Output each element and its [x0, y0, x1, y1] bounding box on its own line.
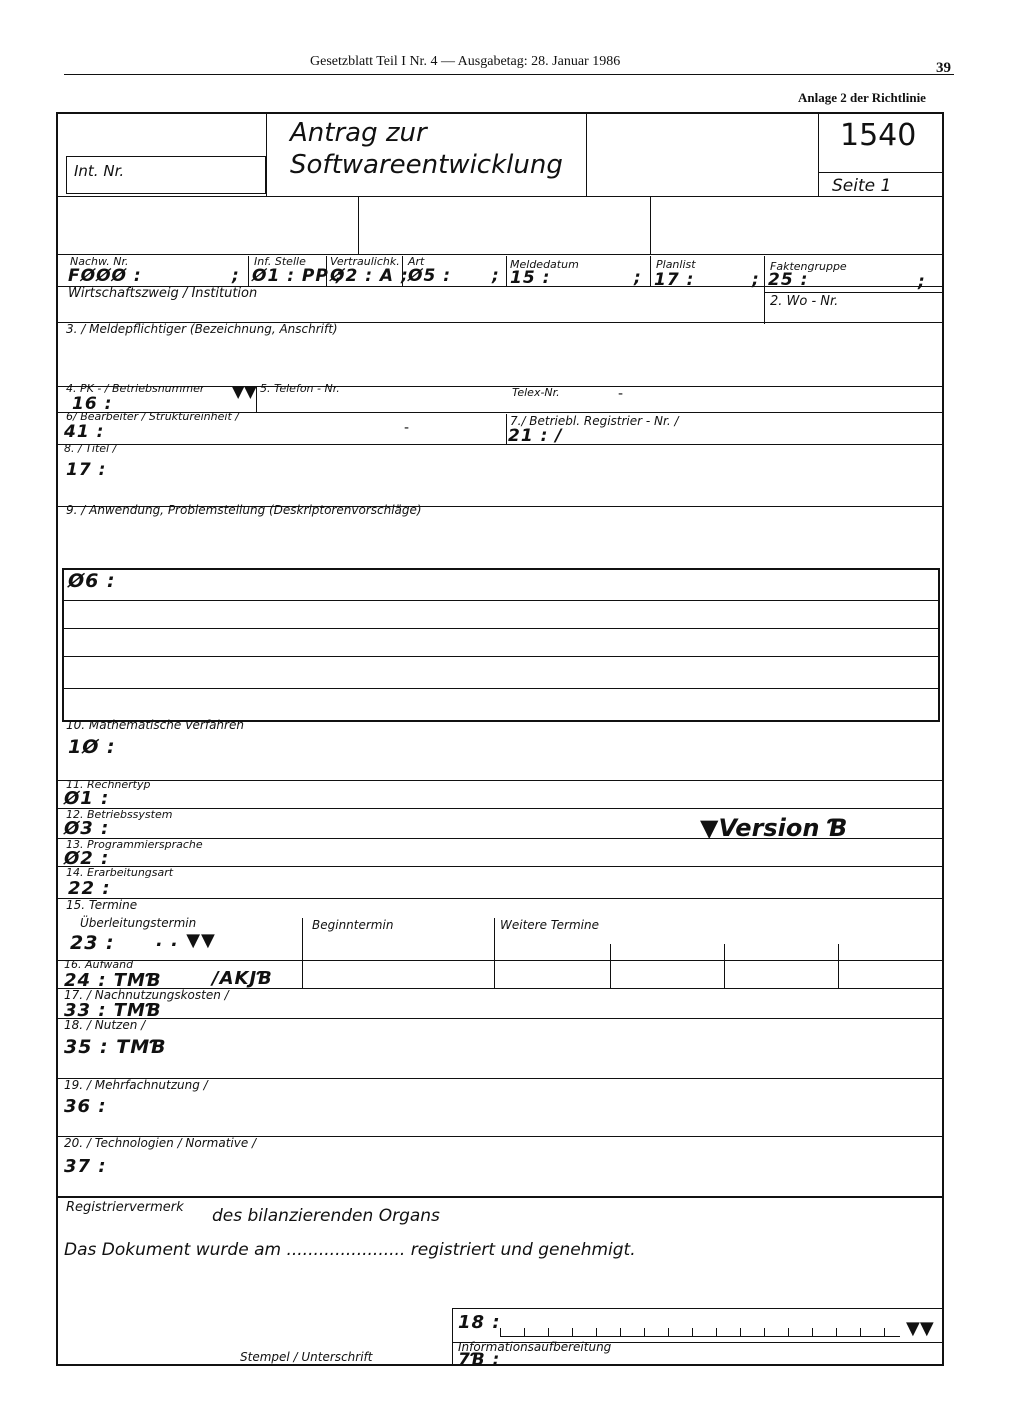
tick: [500, 1328, 501, 1336]
divider-t2: [724, 944, 725, 988]
info-label: Informationsaufbereitung: [458, 1340, 612, 1354]
mehrfach-label: 19. / Mehrfachnutzung /: [64, 1078, 208, 1092]
aufwand-label: 16. Aufwand: [64, 958, 134, 971]
form-title-line1: Antrag zur: [290, 118, 427, 148]
dokument-text: [64, 1240, 636, 1260]
title-divider-left: [266, 112, 267, 196]
faktengruppe-value: 25 :: [768, 270, 809, 290]
registrier-value: 21 : /: [508, 426, 563, 446]
rule-444: [56, 444, 944, 445]
info-value: 7Ɓ :: [458, 1350, 501, 1370]
divider-fakten: [764, 256, 765, 324]
tick: [548, 1328, 549, 1336]
code18-value: 18 :: [458, 1312, 501, 1333]
nachw-value: FØØØ :: [68, 266, 142, 286]
rule-322b: [764, 322, 944, 323]
separator: ;: [232, 266, 240, 286]
tick-baseline: [500, 1336, 900, 1337]
planlist-value: 17 :: [654, 270, 695, 290]
tick: [620, 1328, 621, 1336]
dokument-prefix: Das Dokument wurde am: [64, 1240, 282, 1260]
tick: [860, 1328, 861, 1336]
meldepflichtiger-label: 3. / Meldepflichtiger (Bezeichnung, Anschrift): [66, 322, 338, 336]
divider-t1: [610, 944, 611, 988]
tick: [884, 1328, 885, 1336]
vertraulich-value: Ø2 : A ;: [330, 266, 409, 286]
nutzen-label: 18. / Nutzen /: [64, 1018, 146, 1032]
rule-196: [56, 196, 944, 197]
number-divider: [818, 112, 819, 196]
rule-1308: [452, 1308, 944, 1309]
divider-inf: [248, 256, 249, 286]
tick: [788, 1328, 789, 1336]
meldedatum-label: Meldedatum: [510, 258, 579, 271]
nachnutz-label: 17. / Nachnutzungskosten /: [64, 988, 229, 1002]
pk-value: 16 :: [72, 394, 113, 414]
bearbeiter-dash: -: [404, 420, 410, 436]
divider-plan: [650, 256, 651, 286]
divider-650: [650, 196, 651, 254]
form-title-line2: Softwareentwicklung: [290, 150, 563, 180]
tick: [668, 1328, 669, 1336]
dokument-dots: ......................: [286, 1240, 406, 1260]
pk-label: 4. PK - / Betriebsnummer: [66, 382, 205, 395]
code18-marks: ▼▼: [906, 1318, 934, 1339]
telex-dash: -: [618, 386, 624, 402]
betrieb-version: ▼Version Ɓ: [700, 814, 848, 842]
title-divider-right: [586, 112, 587, 196]
tick: [572, 1328, 573, 1336]
tick: [524, 1328, 525, 1336]
registrier-vermerk: Registriervermerk: [66, 1200, 184, 1215]
tick: [692, 1328, 693, 1336]
aufwand-akj: /AKJƁ: [212, 968, 273, 989]
form-number: 1540: [840, 118, 917, 153]
divider-melde: [506, 256, 507, 286]
separator: ;: [634, 268, 642, 288]
bearbeiter-value: 41 :: [64, 422, 105, 442]
divider-tel: [256, 386, 257, 412]
rule-600: [62, 600, 940, 601]
rule-1196: [56, 1196, 944, 1198]
math-label: 10. Mathematische Verfahren: [66, 718, 244, 732]
rule-254: [56, 254, 944, 255]
int-nr-label: Int. Nr.: [74, 162, 125, 180]
stempel-label: Stempel / Unterschrift: [240, 1350, 373, 1364]
anwendung-label: 9. / Anwendung, Problemstellung (Deskriptorenvorschläge): [66, 503, 422, 517]
ueberleitung-label: Überleitungstermin: [80, 916, 197, 930]
divider-weitere: [494, 918, 495, 988]
beginn-label: Beginntermin: [312, 918, 394, 932]
rule-1018: [56, 1018, 944, 1019]
tick: [716, 1328, 717, 1336]
rule-688: [62, 688, 940, 689]
technologien-label: 20. / Technologien / Normative /: [64, 1136, 257, 1150]
rule-780: [56, 780, 944, 781]
planlist-label: Planlist: [656, 258, 696, 271]
divider-358: [358, 196, 359, 254]
erarb-label: 14. Erarbeitungsart: [66, 866, 174, 879]
rule-808: [56, 808, 944, 809]
divider-art: [402, 256, 403, 286]
faktengruppe-label: Faktengruppe: [770, 260, 847, 273]
tick: [596, 1328, 597, 1336]
aufwand-value: 24 : TMƁ: [64, 970, 162, 991]
wo-nr-label: 2. Wo - Nr.: [770, 294, 839, 309]
anwendung-value: Ø6 :: [68, 570, 116, 592]
pk-marks: ▼▼: [232, 382, 257, 401]
nutzen-value: 35 : TMƁ: [64, 1036, 167, 1058]
art-value: Ø5 :: [408, 266, 451, 286]
gazette-header: Gesetzblatt Teil I Nr. 4 — Ausgabetag: 28. Januar 1986: [310, 54, 621, 69]
prog-value: Ø2 :: [64, 848, 110, 869]
tick: [644, 1328, 645, 1336]
betrieb-label: 12. Betriebssystem: [66, 808, 173, 821]
seite-rule: [818, 172, 944, 173]
nachnutz-value: 33 : TMƁ: [64, 1000, 162, 1021]
dokument-suffix: registriert und genehmigt.: [410, 1240, 636, 1260]
technologien-value: 37 :: [64, 1156, 107, 1177]
math-value: 1Ø :: [68, 736, 116, 758]
art-label: Art: [408, 255, 425, 268]
titel-label: 8. / Titel /: [64, 442, 117, 455]
divider-vertr: [326, 256, 327, 286]
tick: [836, 1328, 837, 1336]
tick: [740, 1328, 741, 1336]
vertraulich-label: Vertraulichk.: [330, 255, 400, 268]
rule-866: [56, 866, 944, 867]
inf-stelle-label: Inf. Stelle: [254, 255, 306, 268]
divider-t3: [838, 944, 839, 988]
nachw-label: Nachw. Nr.: [70, 255, 129, 268]
anwendung-box: [62, 568, 940, 722]
code18-tick-row: [500, 1328, 910, 1338]
annex-label: Anlage 2 der Richtlinie: [798, 90, 926, 105]
weitere-label: Weitere Termine: [500, 918, 599, 932]
meldedatum-value: 15 :: [510, 268, 551, 288]
rule-wo: [764, 292, 944, 293]
divider-reg: [506, 414, 507, 444]
titel-value: 17 :: [66, 460, 107, 480]
header-rule: [64, 74, 954, 75]
organ-text: des bilanzierenden Organs: [212, 1206, 440, 1226]
erarb-value: 22 :: [68, 878, 111, 899]
bearbeiter-label: 6/ Bearbeiter / Struktureinheit /: [66, 410, 239, 423]
rule-656: [62, 656, 940, 657]
divider-beginn: [302, 918, 303, 988]
wirtschaftszweig-label: Wirtschaftszweig / Institution: [68, 286, 258, 301]
tick: [764, 1328, 765, 1336]
termine-label: 15. Termine: [66, 898, 138, 912]
separator: ;: [492, 266, 500, 286]
betrieb-value: Ø3 :: [64, 818, 110, 839]
telefon-label: 5. Telefon - Nr.: [260, 382, 340, 395]
ueberleitung-marks: . . ▼▼: [156, 930, 216, 951]
mehrfach-value: 36 :: [64, 1096, 107, 1117]
separator: ;: [752, 270, 760, 290]
inf-stelle-value: Ø1 : PP ;: [252, 266, 344, 286]
tick: [812, 1328, 813, 1336]
registrier-label: 7./ Betriebl. Registrier - Nr. /: [510, 414, 679, 428]
page-number: 39: [936, 60, 951, 76]
page-label: Seite 1: [832, 176, 892, 196]
rule-960: [56, 960, 944, 961]
rule-628: [62, 628, 940, 629]
rechner-value: Ø1 :: [64, 788, 110, 809]
separator: ;: [918, 272, 926, 292]
rechner-label: 11. Rechnertyp: [66, 778, 151, 791]
ueberleitung-value: 23 :: [70, 932, 115, 954]
prog-label: 13. Programmiersprache: [66, 838, 203, 851]
divider-18: [452, 1308, 453, 1366]
rule-898: [56, 898, 944, 899]
telex-label: Telex-Nr.: [512, 386, 560, 399]
